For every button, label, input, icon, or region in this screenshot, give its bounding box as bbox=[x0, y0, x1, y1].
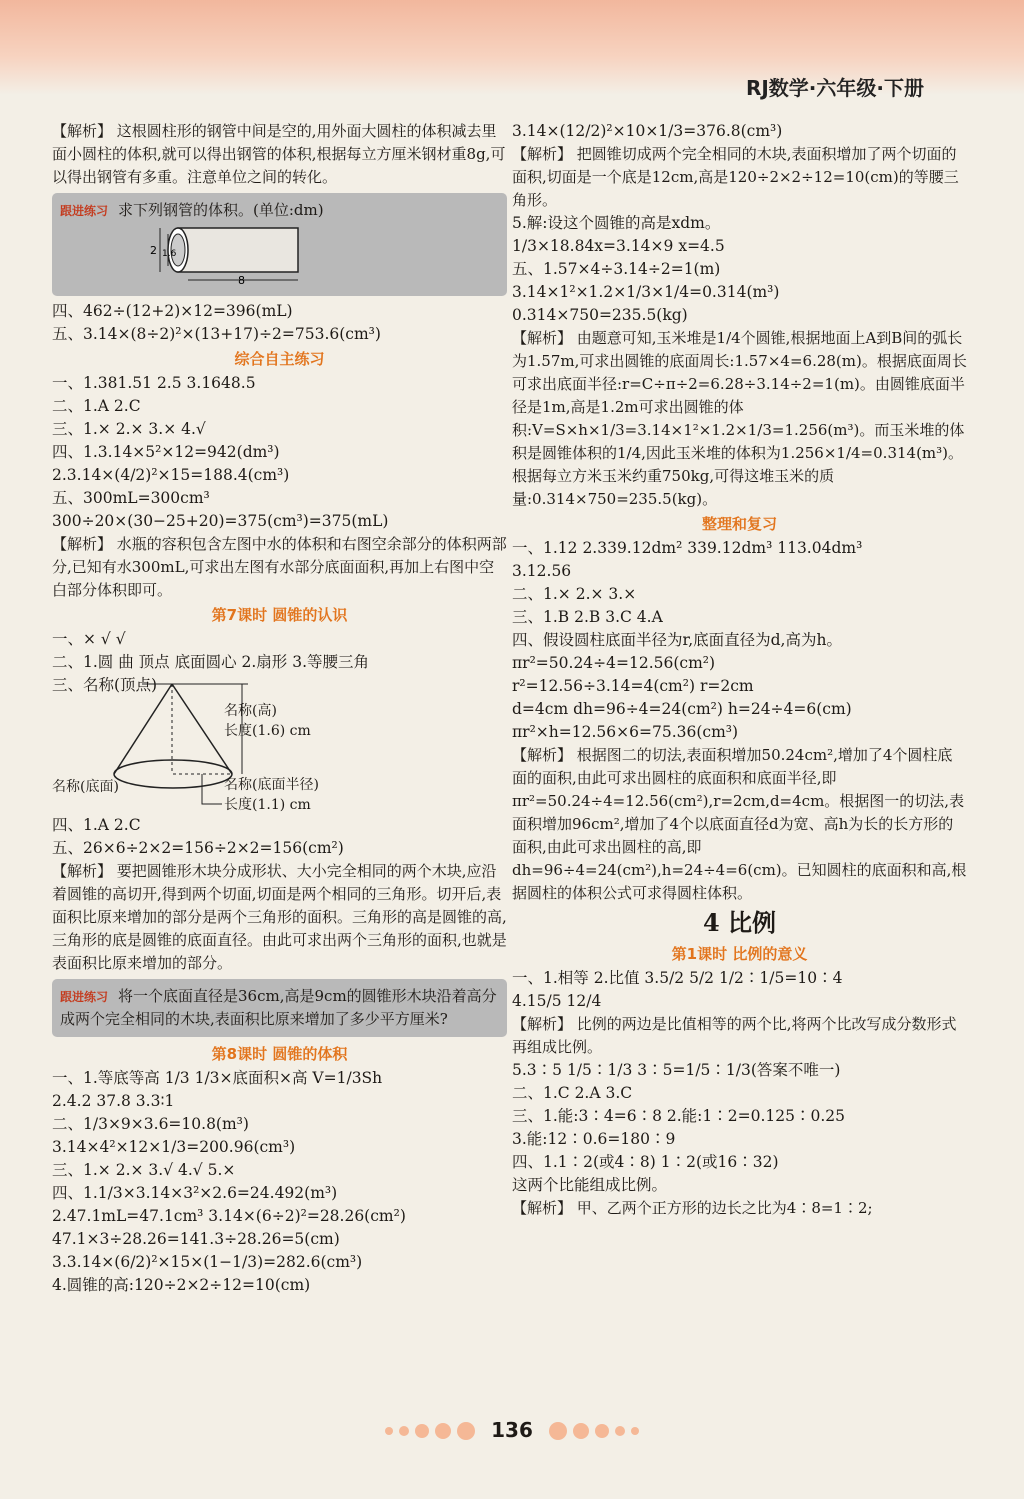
answer-line: 三、1.B 2.B 3.C 4.A bbox=[512, 608, 663, 626]
answer-line: 二、1.C 2.A 3.C bbox=[512, 1084, 633, 1102]
answer-line: 三、1.× 2.× 3.√ 4.√ 5.× bbox=[52, 1161, 236, 1179]
answer-line: 5.3∶5 1/5∶1/3 3∶5=1/5∶1/3(答案不唯一) bbox=[512, 1061, 841, 1079]
footer-dot bbox=[457, 1422, 475, 1440]
answer-line: 4.15/5 12/4 bbox=[512, 992, 602, 1010]
answer-line: 47.1×3÷28.26=141.3÷28.26=5(cm) bbox=[52, 1230, 340, 1248]
answer-line: 2.47.1mL=47.1cm³ 3.14×(6÷2)²=28.26(cm²) bbox=[52, 1207, 406, 1225]
answer-line: 二、1/3×9×3.6=10.8(m³) bbox=[52, 1115, 249, 1133]
answer-line: 一、1.等底等高 1/3 1/3×底面积×高 V=1/3Sh bbox=[52, 1069, 383, 1087]
answer-line: 四、1.1/3×3.14×3²×2.6=24.492(m³) bbox=[52, 1184, 338, 1202]
footer-dots-left bbox=[382, 1420, 478, 1440]
page-header: RJ数学·六年级·下册 bbox=[745, 76, 924, 100]
analysis-paragraph: 【解析】 这根圆柱形的钢管中间是空的,用外面大圆柱的体积减去里面小圆柱的体积,就可以得出钢管的体积,根据每立方厘米钢材重8g,可以得出钢管有多重。注意单位之间的转化。 bbox=[52, 122, 506, 186]
cone-label: 长度(1.6) cm bbox=[224, 723, 311, 739]
answer-line: 1/3×18.84x=3.14×9 x=4.5 bbox=[512, 237, 725, 255]
page-number: 136 bbox=[491, 1418, 533, 1442]
answer-line: 300÷20×(30−25+20)=375(cm³)=375(mL) bbox=[52, 512, 389, 530]
page-footer bbox=[0, 1418, 1024, 1442]
analysis-paragraph: 【解析】 甲、乙两个正方形的边长之比为4∶8=1∶2; bbox=[512, 1199, 873, 1217]
answer-line: 3.能:12∶0.6=180∶9 bbox=[512, 1130, 676, 1148]
left-column bbox=[52, 120, 507, 1297]
analysis-paragraph: 【解析】 水瓶的容积包含左图中水的体积和右图空余部分的体积两部分,已知有水300mL,可求出左图有水部分底面面积,再加上右图中空白部分体积即可。 bbox=[52, 535, 507, 599]
section-title: 第7课时 圆锥的认识 bbox=[211, 606, 348, 624]
answer-line: 一、1.12 2.339.12dm² 339.12dm³ 113.04dm³ bbox=[512, 539, 863, 557]
right-column bbox=[512, 120, 967, 1220]
answer-line: 5.解:设这个圆锥的高是xdm。 bbox=[512, 214, 721, 232]
pipe-diagram bbox=[120, 222, 320, 286]
practice-text: 将一个底面直径是36cm,高是9cm的圆锥形木块沿着高分成两个完全相同的木块,表面积比原来增加了多少平方厘米? bbox=[60, 987, 497, 1028]
answer-line: 4.圆锥的高:120÷2×2÷12=10(cm) bbox=[52, 1276, 311, 1294]
footer-dots-right bbox=[546, 1420, 642, 1440]
analysis-paragraph: 【解析】 根据图二的切法,表面积增加50.24cm²,增加了4个圆柱底面的面积,由此可求出圆柱的底面积和底面半径,即πr²=50.24÷4=12.56(cm²),r=2cm,d=4cm。根据图一的切法,表面积增加96cm²,增加了4个以底面直径d为宽、高h为长的长方形的面积,由此可求出圆柱的高,即dh=96÷4=24(cm²),h=24÷4=6(cm)。已知圆柱的底面积和高,根据圆柱的体积公式可求得圆柱体积。 bbox=[512, 746, 967, 902]
answer-line: 2.3.14×(4/2)²×15=188.4(cm³) bbox=[52, 466, 290, 484]
analysis-paragraph: 【解析】 把圆锥切成两个完全相同的木块,表面积增加了两个切面的面积,切面是一个底是12cm,高是120÷2×2÷12=10(cm)的等腰三角形。 bbox=[512, 145, 959, 209]
section-title: 第1课时 比例的意义 bbox=[671, 945, 808, 963]
answer-line: 这两个比能组成比例。 bbox=[512, 1176, 668, 1194]
section-title: 整理和复习 bbox=[701, 515, 777, 533]
pipe-figure bbox=[60, 222, 499, 290]
footer-dot bbox=[415, 1424, 429, 1438]
answer-line: 二、1.× 2.× 3.× bbox=[512, 585, 637, 603]
answer-line: 二、1.圆 曲 顶点 底面圆心 2.扇形 3.等腰三角 bbox=[52, 653, 370, 671]
cone-label: 名称(底面半径) bbox=[224, 777, 319, 793]
answer-line: 四、1.1∶2(或4∶8) 1∶2(或16∶32) bbox=[512, 1153, 779, 1171]
answer-line: 3.12.56 bbox=[512, 562, 572, 580]
answer-line: d=4cm dh=96÷4=24(cm²) h=24÷4=6(cm) bbox=[512, 700, 852, 718]
answer-line: 3.14×4²×12×1/3=200.96(cm³) bbox=[52, 1138, 296, 1156]
section-title: 综合自主练习 bbox=[234, 350, 325, 368]
answer-line: πr²×h=12.56×6=75.36(cm³) bbox=[512, 723, 739, 741]
practice-tag: 跟进练习 bbox=[60, 204, 109, 218]
answer-line: 五、300mL=300cm³ bbox=[52, 489, 210, 507]
answer-line: 五、26×6÷2×2=156÷2×2=156(cm²) bbox=[52, 839, 344, 857]
practice-box bbox=[52, 979, 507, 1037]
footer-dot bbox=[573, 1423, 589, 1439]
answer-line: r²=12.56÷3.14=4(cm²) r=2cm bbox=[512, 677, 754, 695]
cone-title: 三、名称(顶点) bbox=[52, 676, 158, 694]
answer-line: 3.14×(12/2)²×10×1/3=376.8(cm³) bbox=[512, 122, 783, 140]
answer-line: 四、1.A 2.C bbox=[52, 816, 141, 834]
answer-line: πr²=50.24÷4=12.56(cm²) bbox=[512, 654, 716, 672]
answer-line: 3.14×1²×1.2×1/3×1/4=0.314(m³) bbox=[512, 283, 780, 301]
practice-text: 求下列钢管的体积。(单位:dm) bbox=[118, 201, 324, 219]
answer-line: 0.314×750=235.5(kg) bbox=[512, 306, 688, 324]
footer-dot bbox=[399, 1426, 409, 1436]
footer-dot bbox=[435, 1423, 451, 1439]
answer-line: 五、1.57×4÷3.14÷2=1(m) bbox=[512, 260, 721, 278]
answer-line: 2.4.2 37.8 3.3∶1 bbox=[52, 1092, 175, 1110]
footer-dot bbox=[631, 1427, 639, 1435]
pipe-inner-diameter: 1.6 bbox=[162, 249, 177, 259]
footer-dot bbox=[549, 1422, 567, 1440]
cone-label: 名称(高) bbox=[224, 703, 277, 719]
answer-line: 二、1.A 2.C bbox=[52, 397, 141, 415]
pipe-length: 8 bbox=[238, 274, 245, 286]
answer-line: 3.3.14×(6/2)²×15×(1−1/3)=282.6(cm³) bbox=[52, 1253, 363, 1271]
answer-line: 五、3.14×(8÷2)²×(13+17)÷2=753.6(cm³) bbox=[52, 325, 381, 343]
pipe-outer-diameter: 2 bbox=[150, 244, 157, 257]
analysis-paragraph: 【解析】 由题意可知,玉米堆是1/4个圆锥,根据地面上A到B间的弧长为1.57m,可求出圆锥的底面周长:1.57×4=6.28(m)。根据底面周长可求出底面半径:r=C÷π÷2=6.28÷3.14÷2=1(m)。由圆锥底面半径是1m,高是1.2m可求出圆锥的体积:V=S×h×1/3=3.14×1²×1.2×1/3=1.256(m³)。而玉米堆的体积是圆锥体积的1/4,因此玉米堆的体积为1.256×1/4=0.314(m³)。根据每立方米玉米约重750kg,可得这堆玉米的质量:0.314×750=235.5(kg)。 bbox=[512, 329, 967, 508]
answer-line: 三、1.能:3∶4=6∶8 2.能:1∶2=0.125∶0.25 bbox=[512, 1107, 845, 1125]
footer-dot bbox=[615, 1426, 625, 1436]
footer-dot bbox=[385, 1427, 393, 1435]
answer-line: 一、1.相等 2.比值 3.5/2 5/2 1/2∶1/5=10∶4 bbox=[512, 969, 843, 987]
practice-tag: 跟进练习 bbox=[60, 990, 109, 1004]
answer-line: 四、462÷(12+2)×12=396(mL) bbox=[52, 302, 293, 320]
chapter-title: 4 比例 bbox=[702, 908, 777, 937]
answer-line: 一、1.381.51 2.5 3.1648.5 bbox=[52, 374, 256, 392]
cone-label: 名称(底面) bbox=[52, 779, 119, 795]
cone-label: 长度(1.1) cm bbox=[224, 797, 311, 813]
practice-box bbox=[52, 193, 507, 296]
answer-line: 三、1.× 2.× 3.× 4.√ bbox=[52, 420, 206, 438]
analysis-paragraph: 【解析】 要把圆锥形木块分成形状、大小完全相同的两个木块,应沿着圆锥的高切开,得到两个切面,切面是两个相同的三角形。切开后,表面积比原来增加的部分是两个三角形的面积。三角形的高是圆锥的高,三角形的底是圆锥的底面直径。由此可求出两个三角形的面积,也就是表面积比原来增加的部分。 bbox=[52, 862, 507, 972]
answer-line: 四、1.3.14×5²×12=942(dm³) bbox=[52, 443, 280, 461]
answer-line: 一、× √ √ bbox=[52, 630, 126, 648]
answer-line: 四、假设圆柱底面半径为r,底面直径为d,高为h。 bbox=[512, 631, 842, 649]
analysis-paragraph: 【解析】 比例的两边是比值相等的两个比,将两个比改写成分数形式再组成比例。 bbox=[512, 1015, 957, 1056]
section-title: 第8课时 圆锥的体积 bbox=[211, 1045, 348, 1063]
cone-figure bbox=[52, 674, 507, 814]
footer-dot bbox=[595, 1424, 609, 1438]
